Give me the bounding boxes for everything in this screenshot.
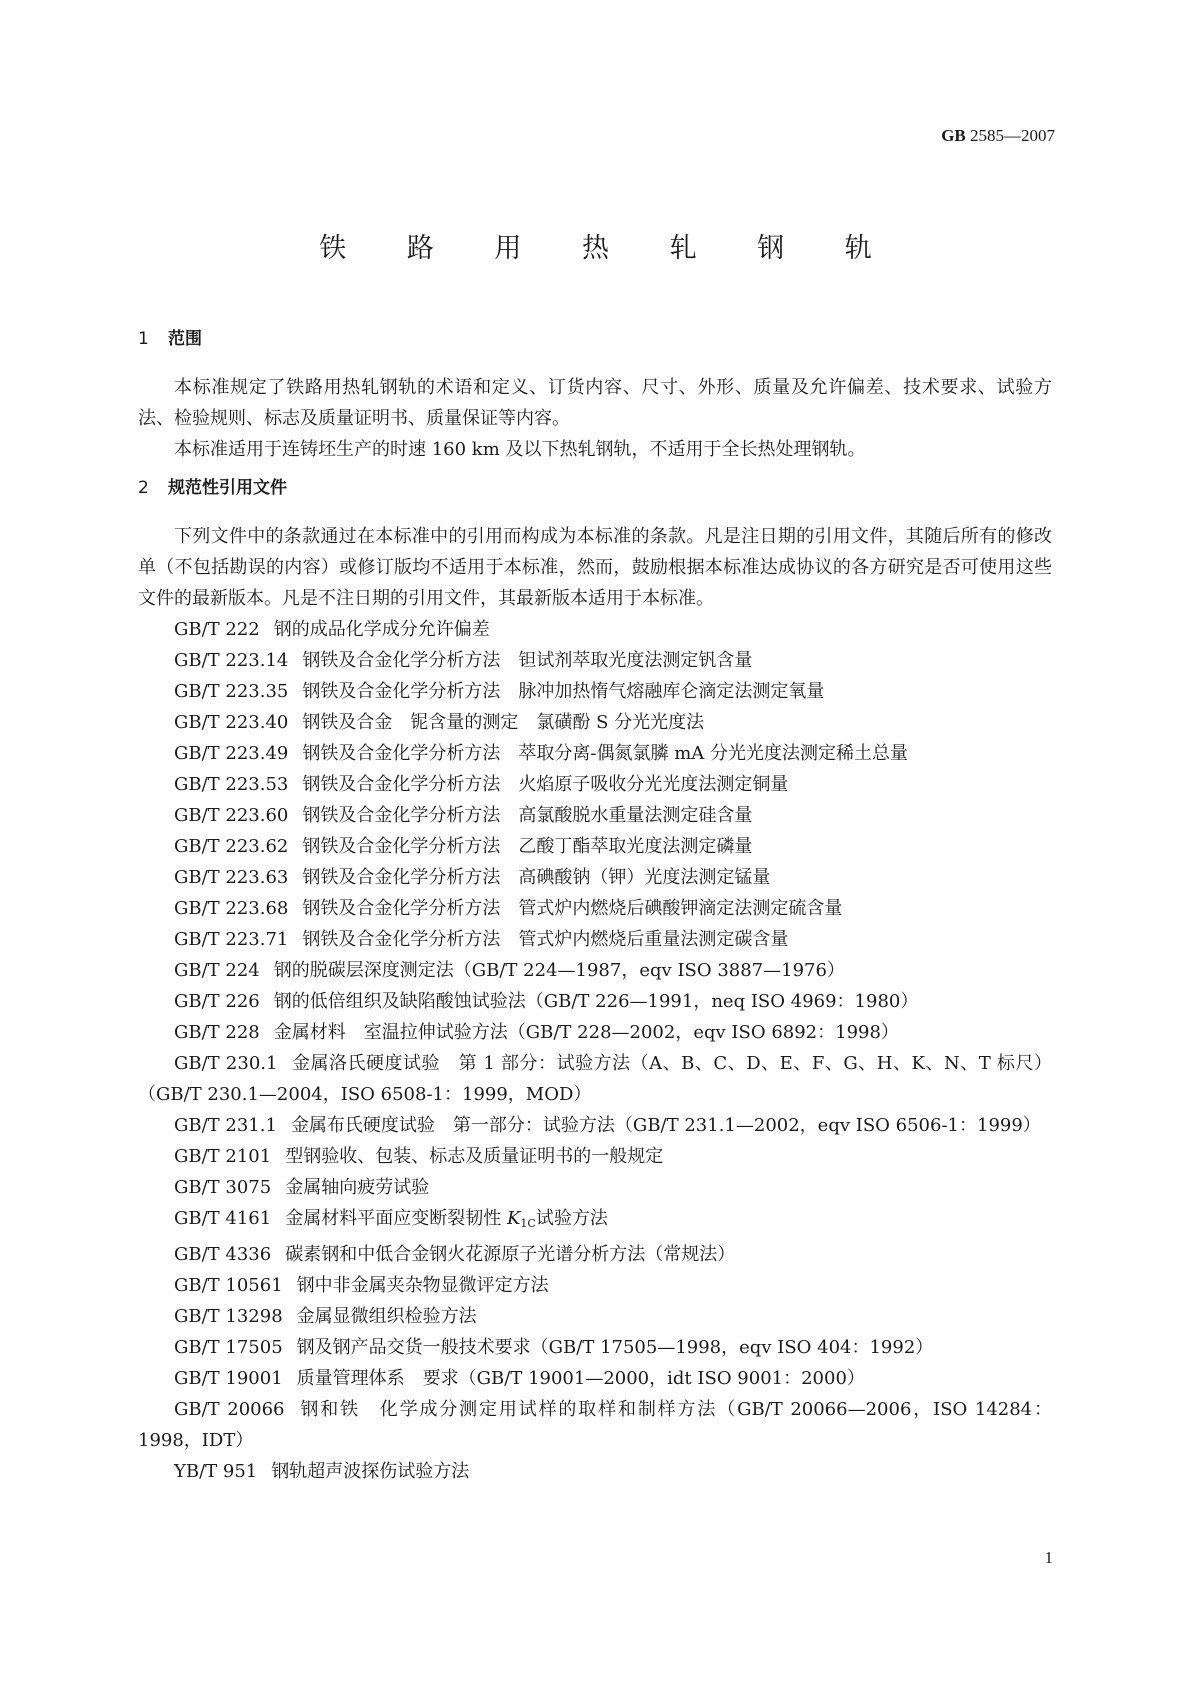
reference-item [138, 645, 1052, 676]
section-number: 1 [138, 329, 149, 349]
reference-item [138, 769, 1052, 800]
reference-item [138, 924, 1052, 955]
reference-item [138, 1239, 1052, 1270]
reference-title: 钢铁及合金化学分析方法 乙酸丁酯萃取光度法测定磷量 [302, 836, 753, 857]
standard-number [941, 126, 1055, 146]
scope-paragraph: 本标准适用于连铸坯生产的时速 160 km 及以下热轧钢轨，不适用于全长热处理钢轨。 [174, 439, 866, 460]
reference-title: 钢铁及合金 铌含量的测定 氯磺酚 S 分光光度法 [302, 712, 705, 733]
reference-item [138, 676, 1052, 707]
reference-code: GB/T 223.49 [174, 743, 289, 764]
reference-code: GB/T 228 [174, 1022, 260, 1043]
reference-code: GB/T 223.40 [174, 712, 289, 733]
reference-item [138, 1301, 1052, 1332]
reference-item [138, 1203, 1052, 1239]
reference-title: 钢的成品化学成分允许偏差 [273, 619, 490, 640]
reference-code: GB/T 223.68 [174, 898, 289, 919]
section-heading-references [138, 473, 1052, 504]
reference-item [138, 738, 1052, 769]
reference-title: 钢铁及合金化学分析方法 萃取分离-偶氮氯膦 mA 分光光度法测定稀土总量 [302, 743, 908, 764]
reference-title: 钢中非金属夹杂物显微评定方法 [296, 1275, 549, 1296]
reference-item [138, 1394, 1052, 1456]
reference-code: GB/T 2101 [174, 1146, 272, 1167]
reference-code: GB/T 3075 [174, 1177, 272, 1198]
symbol-subscript: 1C [520, 1217, 536, 1230]
standard-prefix: GB [941, 126, 966, 145]
reference-title: 钢和铁 化学成分测定用试样的取样和制样方法（GB/T 20066—2006，ISO 14284：1998，IDT） [138, 1399, 1052, 1451]
reference-code: GB/T 223.62 [174, 836, 289, 857]
reference-code: YB/T 951 [174, 1461, 258, 1482]
reference-item [138, 862, 1052, 893]
reference-title: 金属显微组织检验方法 [296, 1306, 477, 1327]
reference-item [138, 893, 1052, 924]
reference-item [138, 1141, 1052, 1172]
reference-title: 钢的脱碳层深度测定法（GB/T 224—1987，eqv ISO 3887—1976） [273, 960, 845, 981]
reference-title: 型钢验收、包装、标志及质量证明书的一般规定 [285, 1146, 664, 1167]
reference-title: 钢铁及合金化学分析方法 高氯酸脱水重量法测定硅含量 [302, 805, 753, 826]
reference-title: 钢的低倍组织及缺陷酸蚀试验法（GB/T 226—1991，neq ISO 4969：1980） [273, 991, 919, 1012]
reference-code: GB/T 223.14 [174, 650, 289, 671]
standard-code: 2585—2007 [970, 126, 1055, 145]
section-heading-scope [138, 324, 1052, 355]
section-number: 2 [138, 478, 149, 498]
scope-paragraph: 本标准规定了铁路用热轧钢轨的术语和定义、订货内容、尺寸、外形、质量及允许偏差、技术要求、试验方法、检验规则、标志及质量证明书、质量保证等内容。 [138, 377, 1052, 429]
reference-code: GB/T 19001 [174, 1368, 283, 1389]
reference-code: GB/T 231.1 [174, 1115, 277, 1136]
reference-item [138, 955, 1052, 986]
document-title: 铁 路 用 热 轧 钢 轨 [319, 233, 898, 264]
reference-title: 钢轨超声波探伤试验方法 [271, 1461, 470, 1482]
reference-code: GB/T 222 [174, 619, 260, 640]
section-title: 范围 [168, 329, 202, 349]
reference-title: 金属布氏硬度试验 第一部分：试验方法（GB/T 231.1—2002，eqv ISO 6506-1：1999） [290, 1115, 1041, 1136]
reference-item [138, 986, 1052, 1017]
reference-title: 金属材料 室温拉伸试验方法（GB/T 228—2002，eqv ISO 6892：1998） [273, 1022, 899, 1043]
reference-code: GB/T 223.60 [174, 805, 289, 826]
reference-code: GB/T 223.71 [174, 929, 289, 950]
reference-list [138, 614, 1052, 1487]
reference-item [138, 1363, 1052, 1394]
reference-title: 金属材料平面应变断裂韧性 [285, 1208, 507, 1229]
reference-code: GB/T 4336 [174, 1244, 272, 1265]
reference-code: GB/T 4161 [174, 1208, 272, 1229]
reference-item [138, 614, 1052, 645]
reference-item [138, 1110, 1052, 1141]
reference-code: GB/T 223.63 [174, 867, 289, 888]
reference-title: 碳素钢和中低合金钢火花源原子光谱分析方法（常规法） [285, 1244, 736, 1265]
document-body [138, 324, 1052, 1487]
reference-code: GB/T 10561 [174, 1275, 283, 1296]
reference-item [138, 1017, 1052, 1048]
reference-item [138, 1270, 1052, 1301]
reference-title: 钢铁及合金化学分析方法 高碘酸钠（钾）光度法测定锰量 [302, 867, 771, 888]
reference-item [138, 1456, 1052, 1487]
reference-title: 钢铁及合金化学分析方法 钽试剂萃取光度法测定钒含量 [302, 650, 753, 671]
symbol-k: K [506, 1208, 521, 1229]
reference-item [138, 831, 1052, 862]
reference-code: GB/T 223.35 [174, 681, 289, 702]
reference-item [138, 1332, 1052, 1363]
reference-title: 钢铁及合金化学分析方法 管式炉内燃烧后重量法测定碳含量 [302, 929, 789, 950]
reference-title: 质量管理体系 要求（GB/T 19001—2000，idt ISO 9001：2000） [296, 1368, 865, 1389]
reference-code: GB/T 20066 [174, 1399, 285, 1420]
reference-code: GB/T 13298 [174, 1306, 283, 1327]
reference-title: 钢铁及合金化学分析方法 火焰原子吸收分光光度法测定铜量 [302, 774, 789, 795]
reference-title: 金属轴向疲劳试验 [285, 1177, 430, 1198]
reference-title: 钢铁及合金化学分析方法 脉冲加热惰气熔融库仑滴定法测定氧量 [302, 681, 825, 702]
section-title: 规范性引用文件 [168, 478, 287, 498]
reference-item [138, 800, 1052, 831]
reference-code: GB/T 224 [174, 960, 260, 981]
reference-title: 钢铁及合金化学分析方法 管式炉内燃烧后碘酸钾滴定法测定硫含量 [302, 898, 843, 919]
reference-item [138, 1172, 1052, 1203]
reference-title-suffix: 试验方法 [535, 1208, 608, 1229]
reference-code: GB/T 223.53 [174, 774, 289, 795]
reference-code: GB/T 17505 [174, 1337, 283, 1358]
page-number: 1 [1044, 1548, 1053, 1567]
reference-item [138, 707, 1052, 738]
reference-title: 钢及钢产品交货一般技术要求（GB/T 17505—1998，eqv ISO 404：1992） [296, 1337, 934, 1358]
references-intro: 下列文件中的条款通过在本标准中的引用而构成为本标准的条款。凡是注日期的引用文件，其随后所有的修改单（不包括勘误的内容）或修订版均不适用于本标准，然而，鼓励根据本标准达成协议的各方研究是否可使用这些文件的最新版本。凡是不注日期的引用文件，其最新版本适用于本标准。 [138, 526, 1052, 609]
reference-code: GB/T 226 [174, 991, 260, 1012]
reference-title: 金属洛氏硬度试验 第 1 部分：试验方法（A、B、C、D、E、F、G、H、K、N、T 标尺）（GB/T 230.1—2004，ISO 6508-1：1999，MOD） [138, 1053, 1053, 1105]
reference-code: GB/T 230.1 [174, 1053, 278, 1074]
reference-item [138, 1048, 1052, 1110]
